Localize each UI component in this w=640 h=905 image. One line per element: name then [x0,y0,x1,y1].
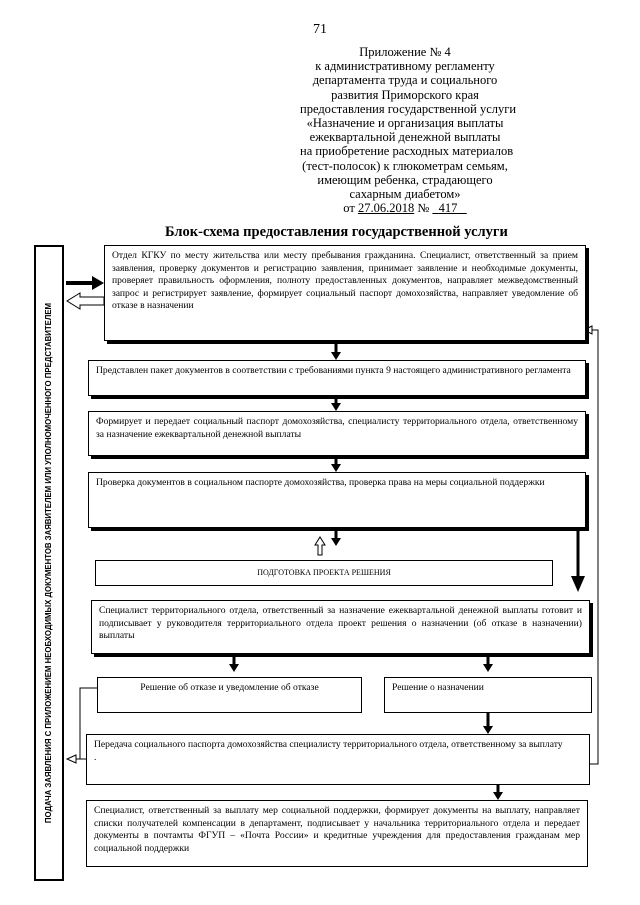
step-package: Представлен пакет документов в соответствии с требованиями пункта 9 настоящего административного регламента [88,360,586,396]
arrows-to-decisions [229,654,493,672]
payment-transfer-text: Передача социального паспорта домохозяйства специалисту территориального отдела, ответственному за выплату [94,739,563,750]
payment-transfer-dot: . [94,751,97,763]
appendix-line: на приобретение расходных материалов [300,144,514,159]
step-payment-transfer [86,734,590,785]
arrow-check-to-specialist [571,528,585,592]
arrow-approval-to-payment [483,713,493,734]
side-label: ПОДАЧА ЗАЯВЛЕНИЯ С ПРИЛОЖЕНИЕМ НЕОБХОДИМЫХ ДОКУМЕНТОВ ЗАЯВИТЕЛЕМ ИЛИ УПОЛНОМОЧЕННОГО ПРЕДСТАВИТЕЛЕМ [44,302,53,824]
approval-number-value: 417 [438,201,458,216]
flowchart-title: Блок-схема предоставления государственной услуги [165,224,508,240]
appendix-line: к административному регламенту [315,59,495,74]
step-territorial-specialist: Специалист территориального отдела, ответственный за назначение ежеквартальной денежной выплаты готовит и подписывает у руководителя территориального отдела проект решения о назначении (об отказе в назначении) выплаты [91,600,590,654]
appendix-line: предоставления государственной услуги [300,101,517,116]
hollow-up-arrow [315,537,325,555]
step-prepare-decision: ПОДГОТОВКА ПРОЕКТА РЕШЕНИЯ [95,560,553,586]
arrow-payment-to-final [493,785,503,800]
appendix-line: сахарным диабетом» [349,187,461,202]
appendix-line: имеющим ребенка, страдающего [317,172,493,187]
appendix-line: ежеквартальной денежной выплаты [309,130,501,145]
appendix-line: (тест-полосок) к глюкометрам семьям, [302,158,508,173]
step-approval: Решение о назначении [384,677,592,713]
appendix-line: развития Приморского края [331,87,479,102]
date-prefix: от [343,201,355,216]
number-prefix: № [417,201,430,216]
step-final: Специалист, ответственный за выплату мер социальной поддержки, формирует документы на выплату, направляет списки получателей компенсации в департамент, подписывает у начальника территориального отдела и передает документы в почтамты ФГУП – «Почта России» и кредитные учреждения для предоставления гражданам мер социальной поддержки [86,800,588,867]
step-transfer-passport: Формирует и передает социальный паспорт домохозяйства, специалисту территориального отдела, ответственному за назначение ежеквартальной денежной выплаты [88,411,586,456]
approval-date: 27.06.2018 [357,201,415,216]
page-number: 71 [313,22,327,37]
arrow-side-to-reception [66,276,104,290]
arrow-reception-to-side [67,293,104,309]
appendix-line: «Назначение и организация выплаты [306,116,504,131]
step-check-documents: Проверка документов в социальном паспорте домохозяйства, проверка права на меры социальной поддержки [88,472,586,528]
appendix-line: департамента труда и социального [312,73,498,88]
appendix-line: Приложение № 4 [359,45,451,59]
step-reception: Отдел КГКУ по месту жительства или месту пребывания гражданина. Специалист, ответственный за прием заявления, проверку документов и регистрацию заявления, принимает заявление и необходимые документы, проверяет правильность оформления, полноту предоставленных документов, направляет межведомственный запрос и регистрирует заявление, формирует социальный паспорт домохозяйства, направляет уведомление об отказе в назначении [104,245,586,341]
step-refusal: Решение об отказе и уведомление об отказе [97,677,362,713]
